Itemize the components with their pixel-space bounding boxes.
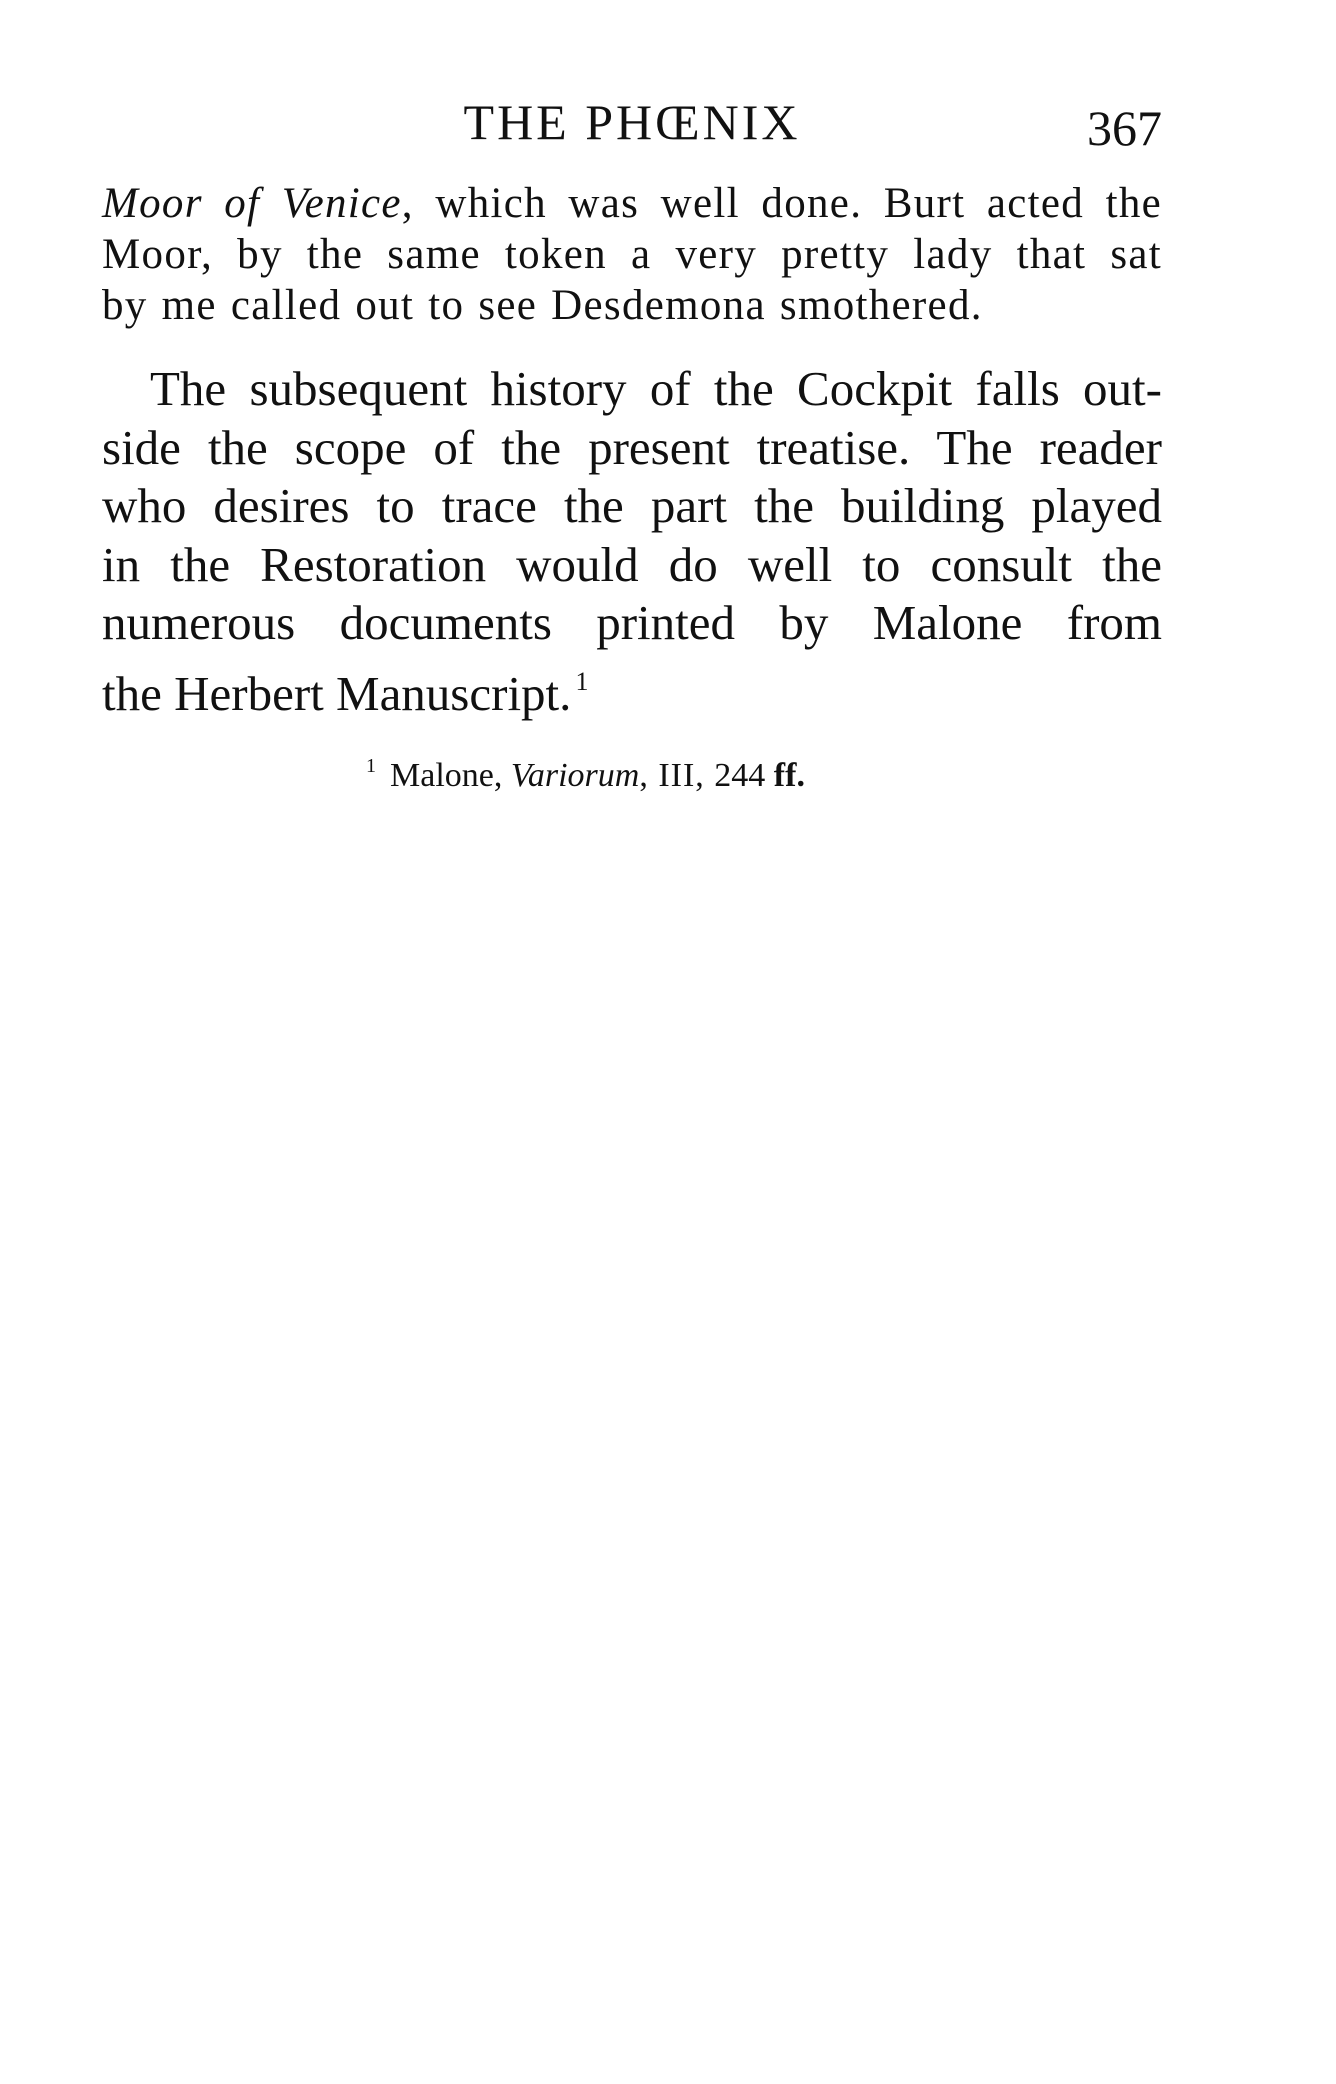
quote-line-3: by me called out to see Desdemona smothered. [102, 282, 983, 329]
footnote-volume: , III, [639, 757, 715, 794]
paragraph-line: The subsequent history of the Cockpit falls out- [150, 361, 1162, 416]
footnote-pages: 244 [714, 757, 774, 794]
paragraph-line-text: the Herbert Manuscript. [102, 665, 572, 721]
page-header [102, 92, 1162, 156]
play-title: Moor of Venice [102, 180, 402, 227]
paragraph-line: numerous documents printed by Malone from [102, 595, 1162, 650]
quote-line-2: Moor, by the same token a very pretty lady that sat [102, 231, 1162, 278]
quote-line-1-text: , which was well done. Burt acted the [401, 180, 1163, 227]
quote-line-1 [102, 178, 1162, 229]
footnote-ff: ff. [773, 757, 805, 794]
footnote-reference: 1 [575, 666, 589, 696]
quoted-passage [102, 178, 1162, 331]
footnote-mark: 1 [366, 755, 376, 777]
paragraph-line: side the scope of the present treatise. The reader [102, 419, 1162, 475]
page-number: 367 [1087, 100, 1162, 156]
footnote [366, 744, 805, 798]
running-title: THE PHŒNIX [463, 94, 801, 150]
footnote-author: Malone, [390, 757, 511, 794]
paragraph-line: who desires to trace the part the building played [102, 478, 1162, 533]
footnote-title: Variorum [510, 757, 640, 794]
paragraph-line: in the Restoration would do well to consult the [102, 536, 1162, 592]
body-paragraph [102, 360, 1162, 723]
paragraph-line-last [102, 653, 1162, 724]
